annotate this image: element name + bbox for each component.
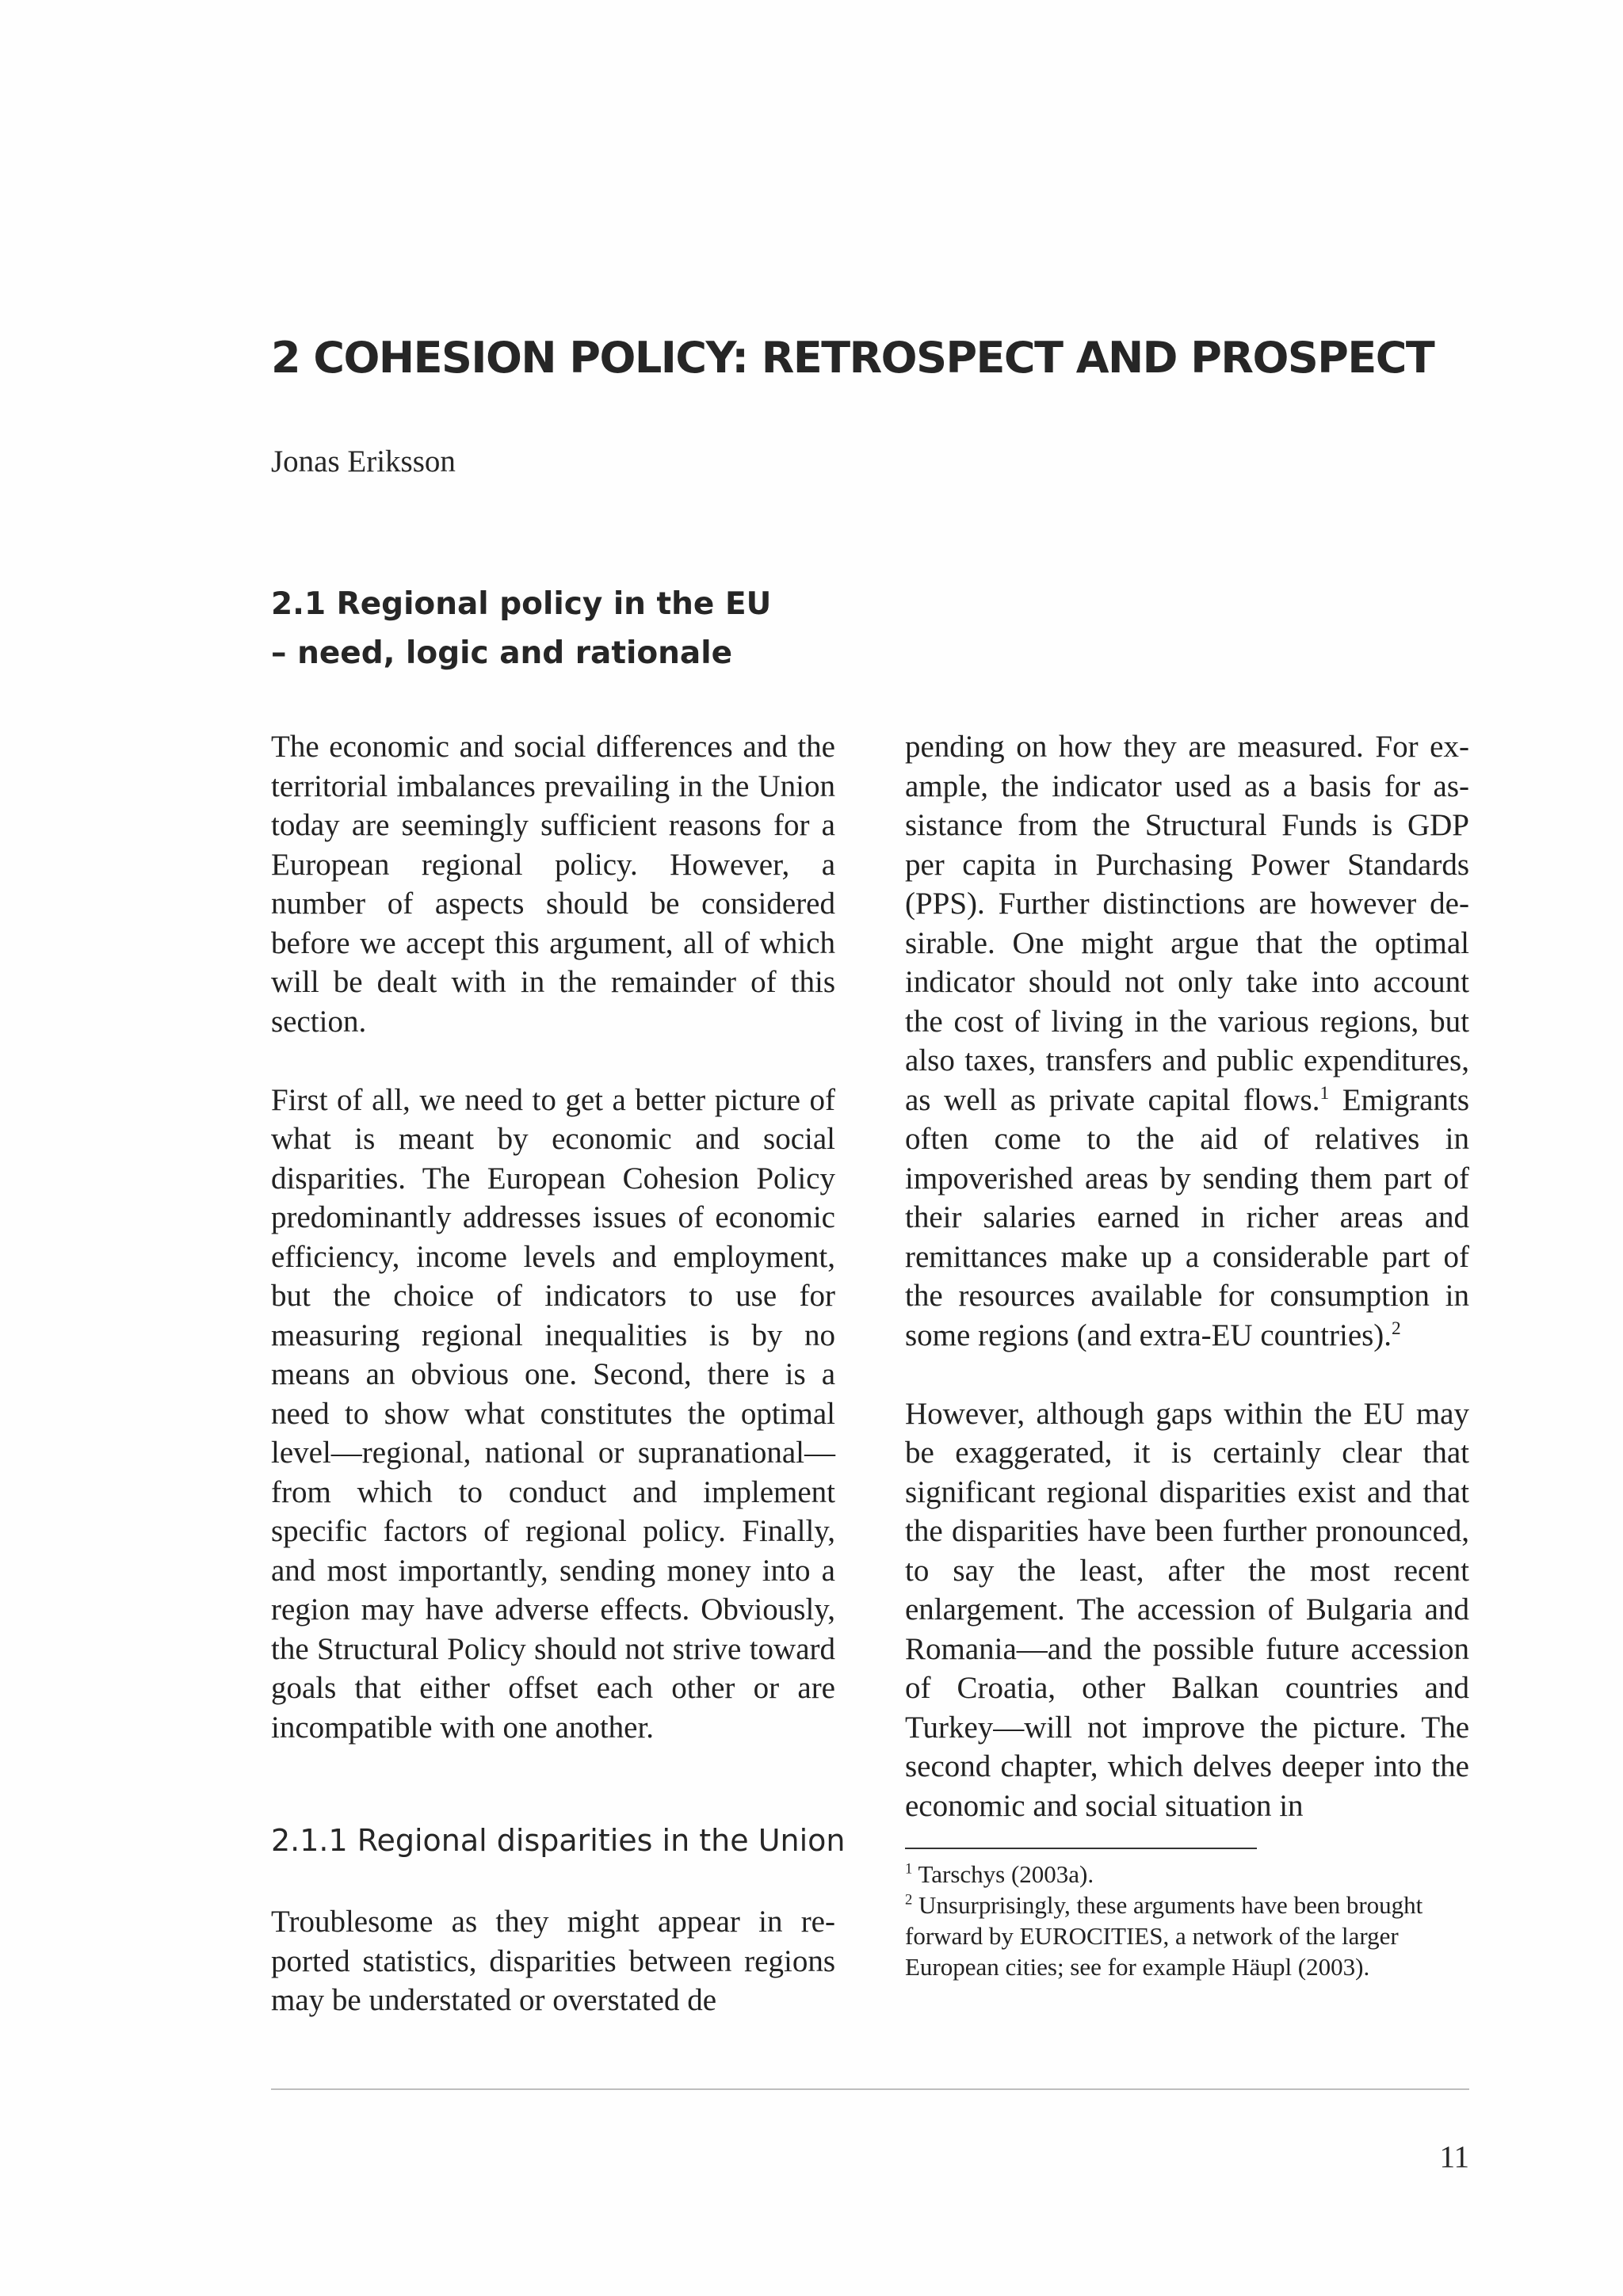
footnote-2 <box>905 1890 1469 1982</box>
footnotes <box>905 1859 1469 1982</box>
section-title-line-2: – need, logic and rationale <box>271 635 733 671</box>
footnote-2-marker: 2 <box>905 1891 913 1909</box>
footnote-1-text: Tarschys (2003a). <box>912 1860 1094 1888</box>
author-name: Jonas Eriksson <box>271 444 456 479</box>
chapter-title: 2 COHESION POLICY: RETROSPECT AND PROSPECT <box>271 333 1434 383</box>
paragraph-4-part-1: pending on how they are measured. For example, the indicator used as a basis for assistance from the Structural Funds is GDP per capita in Purchasing Power Standards (PPS). Further distinctions are however desirable. One might argue that the optimal indicator should not only take into account the cost of living in the various regions, but also taxes, transfers and public expenditures, as well as private capital flows. <box>905 730 1469 1117</box>
left-column <box>271 727 835 1747</box>
right-column <box>905 727 1469 1825</box>
paragraph-5: However, although gaps within the EU may be exaggerated, it is certainly clear that significant regional disparities exist and that the disparities have been further pronounced, to say the least, after the most recent enlargement. The accession of Bulgaria and Romania—and the possible future accession of Croatia, other Balkan countries and Turkey—will not improve the picture. The second chapter, which delves deeper into the economic and social situation in <box>905 1396 1469 1823</box>
paragraph-4 <box>905 727 1469 1355</box>
paragraph-3: Troublesome as they might appear in reported statistics, disparities between regions may be understated or overstated de <box>271 1905 835 2017</box>
footer-divider <box>271 2088 1469 2090</box>
footnote-ref-2[interactable]: 2 <box>1392 1318 1401 1339</box>
footnote-ref-1[interactable]: 1 <box>1319 1082 1330 1104</box>
footnote-1-marker: 1 <box>905 1860 913 1878</box>
section-title-line-1: 2.1 Regional policy in the EU <box>271 586 772 622</box>
paragraph-1: The economic and social differences and the territorial imbalances prevailing in the Union today are seemingly sufficient reasons for a European regional policy. However, a number of aspects should be considered before we accept this argument, all of which will be dealt with in the remainder of this section. <box>271 730 835 1039</box>
paragraph-2: First of all, we need to get a better picture of what is meant by economic and social disparities. The European Cohesion Policy predominantly addresses issues of economic efficiency, income levels and employment, but the choice of indicators to use for measuring regional inequalities is by no means an obvious one. Second, there is a need to show what constitutes the optimal level—regional, national or supranational—from which to conduct and implement specific factors of regional policy. Finally, and most importantly, sending money into a region may have adverse effects. Obviously, the Structural Policy should not strive toward goals that either offset each other or are incompatible with one another. <box>271 1082 835 1745</box>
left-column-continued <box>271 1902 835 2020</box>
paragraph-4-part-2: Emigrants often come to the aid of relatives in impoverished areas by sending them part of their salaries earned in richer areas and remittances make up a considerable part of the resources available for consumption in some regions (and extra-EU countries). <box>905 1082 1469 1352</box>
page-number: 11 <box>1439 2140 1469 2174</box>
footnote-2-text: Unsurprisingly, these arguments have been brought forward by EUROCITIES, a network of the larger European cities; see for example Häupl (2003). <box>905 1891 1423 1981</box>
footnote-divider <box>905 1848 1257 1849</box>
subsection-title: 2.1.1 Regional disparities in the Union <box>271 1823 846 1858</box>
section-title <box>271 580 771 678</box>
footnote-1 <box>905 1859 1469 1890</box>
